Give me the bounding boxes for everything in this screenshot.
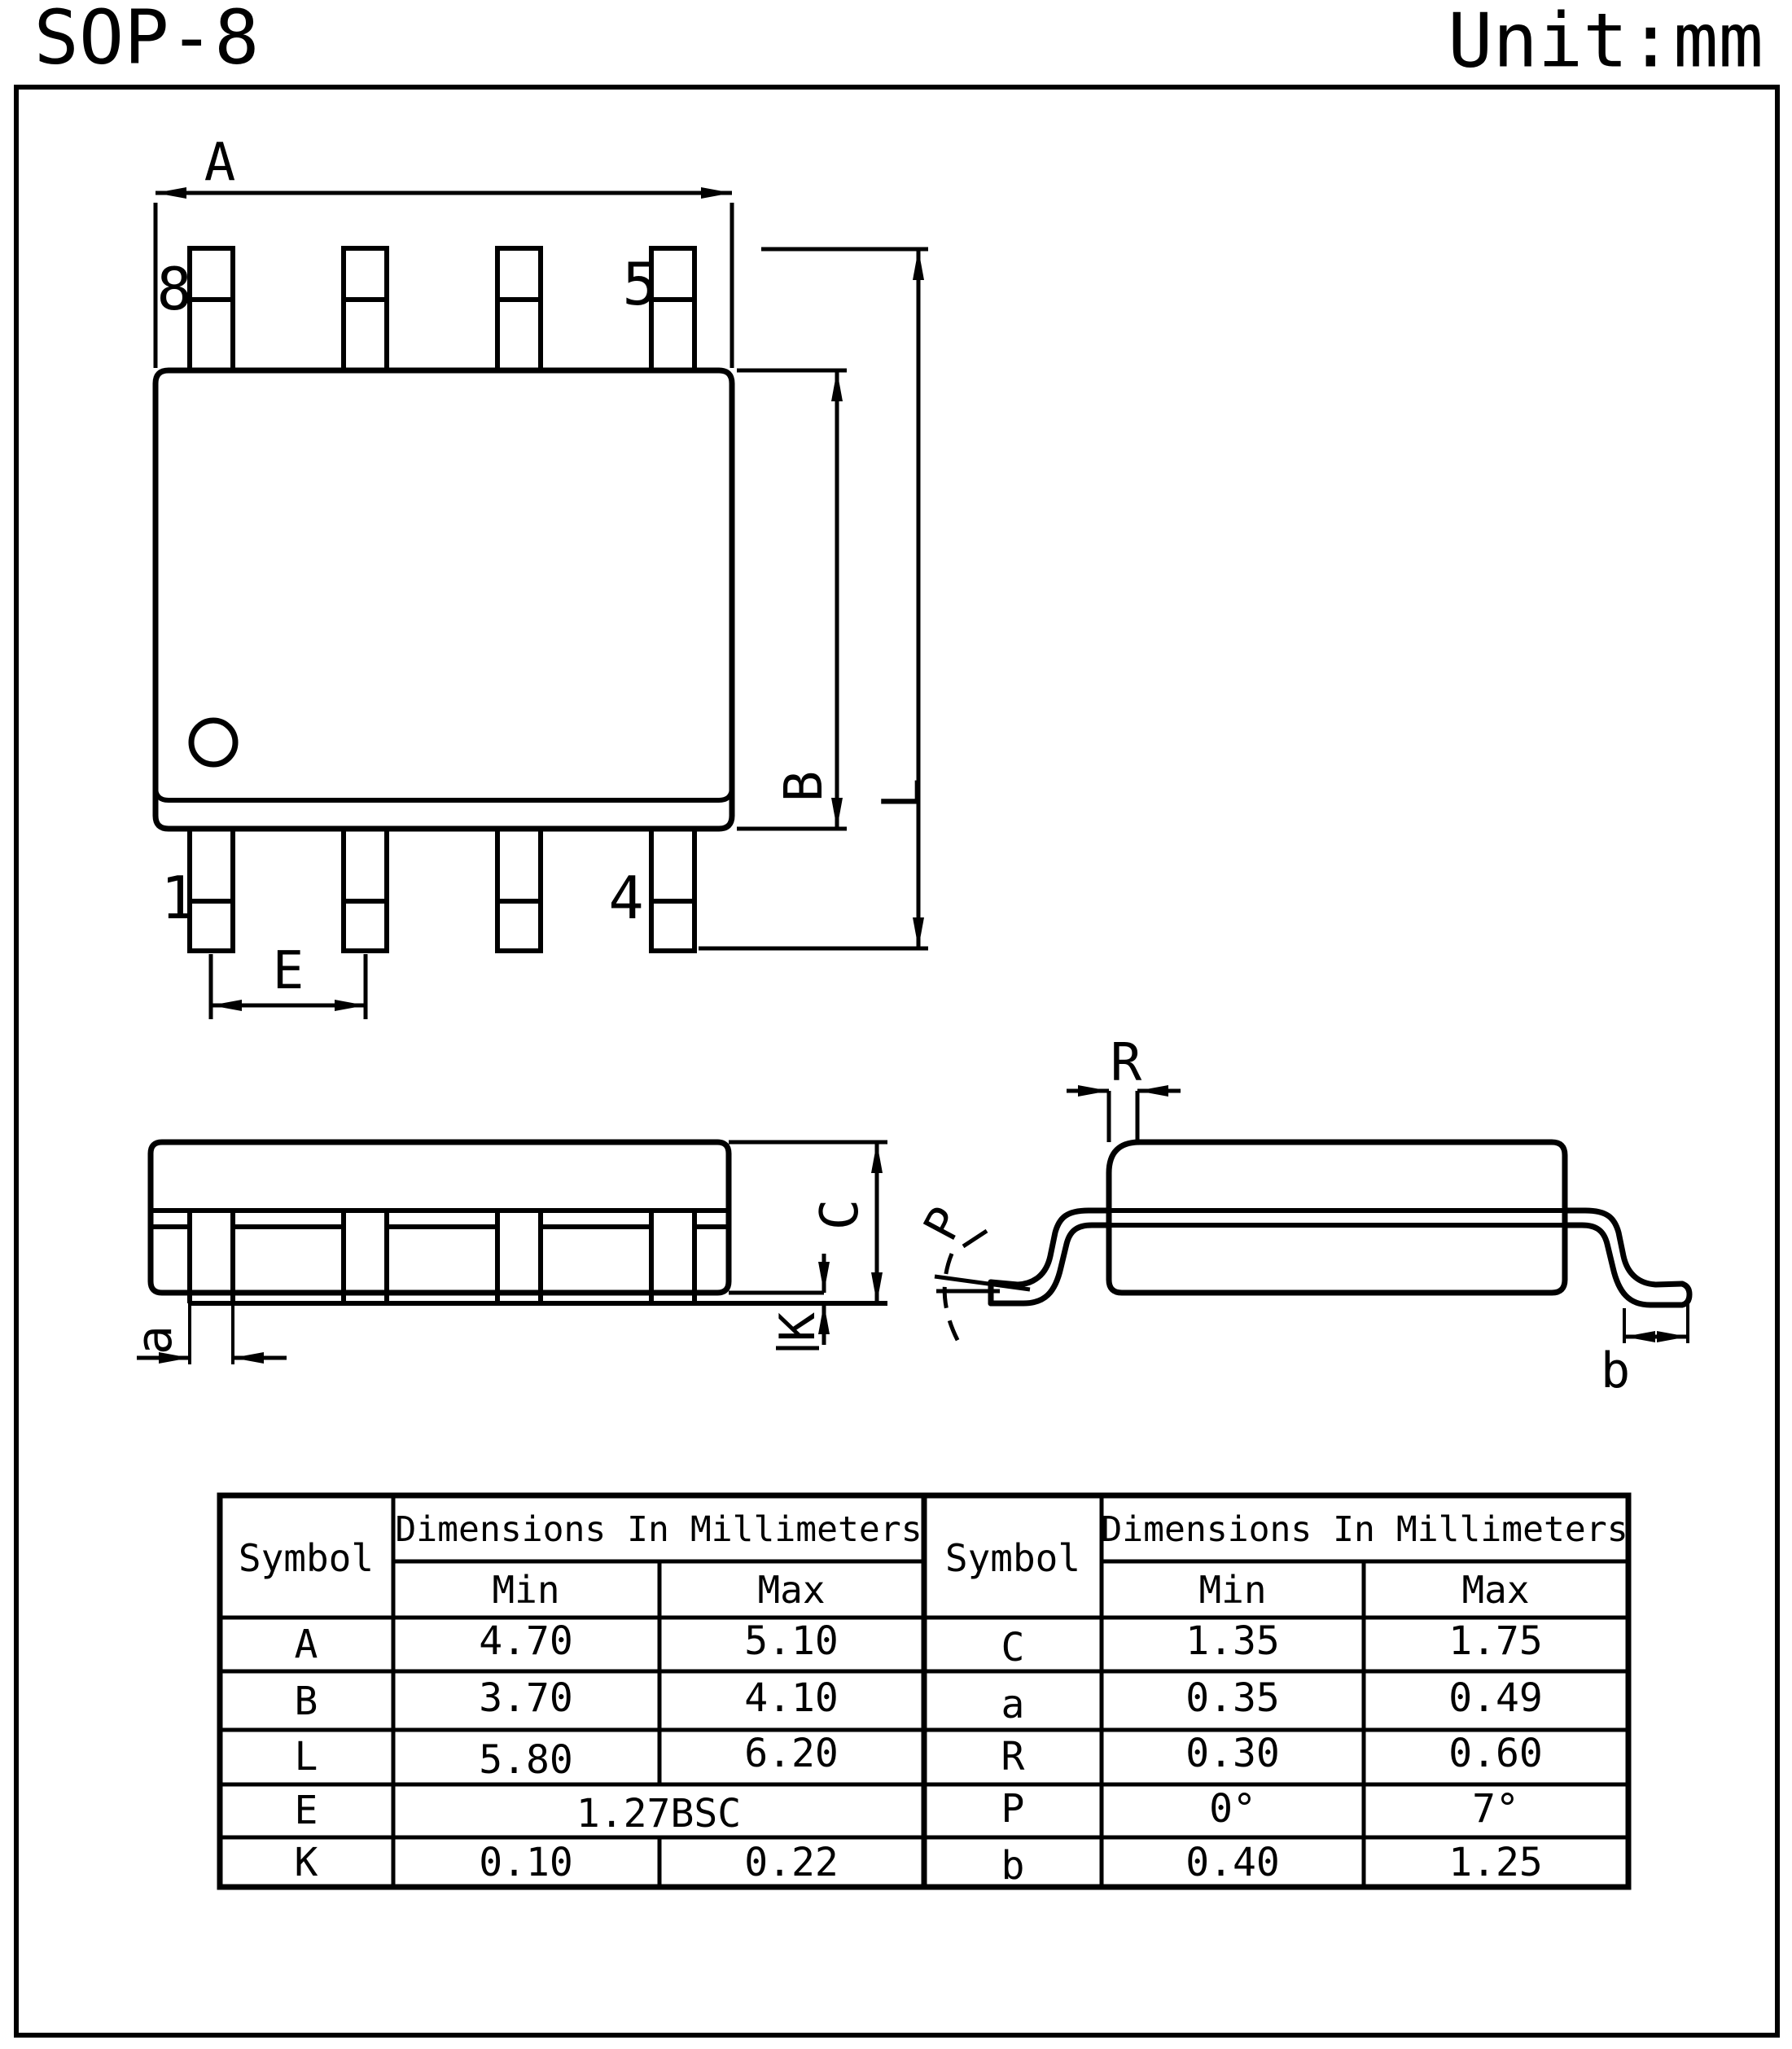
svg-text:K: K [294, 1840, 318, 1885]
dim-a-label: a [126, 1324, 183, 1355]
svg-text:1.75: 1.75 [1448, 1618, 1543, 1664]
svg-text:7°: 7° [1472, 1786, 1519, 1832]
svg-text:5.80: 5.80 [479, 1737, 573, 1783]
package-body-side-view [151, 1142, 729, 1293]
svg-text:C: C [1001, 1625, 1025, 1670]
svg-text:0.60: 0.60 [1448, 1731, 1543, 1776]
unit-label: Unit:mm [1448, 0, 1764, 85]
svg-text:A: A [294, 1622, 318, 1667]
dim-E-label: E [272, 941, 305, 1001]
dim-R [1067, 1033, 1181, 1143]
dim-K-label: K [769, 1311, 826, 1342]
svg-text:a: a [1001, 1682, 1025, 1727]
table-row [1001, 1731, 1543, 1780]
dim-L-label: L [872, 777, 932, 810]
svg-text:1.25: 1.25 [1448, 1840, 1543, 1885]
dim-B [737, 370, 847, 829]
end-view [913, 1033, 1689, 1399]
pin8-label: 8 [156, 255, 192, 323]
pin4-label: 4 [608, 864, 644, 932]
dim-A-label: A [204, 133, 236, 193]
dim-C-label: C [810, 1198, 870, 1231]
dimension-table [220, 1495, 1628, 1889]
dim-b-label: b [1600, 1342, 1631, 1399]
dim-b [1601, 1300, 1688, 1399]
table-row [1001, 1675, 1543, 1727]
top-pins [190, 248, 694, 373]
left-symbol-header: Symbol [238, 1536, 375, 1580]
right-lead [1565, 1211, 1689, 1305]
svg-text:3.70: 3.70 [479, 1675, 573, 1721]
table-row [1001, 1786, 1519, 1832]
left-max-header: Max [757, 1568, 826, 1612]
page-title: SOP-8 [33, 0, 260, 81]
dim-C [810, 1142, 883, 1303]
table-row [295, 1675, 839, 1724]
dim-P-label: P [912, 1197, 975, 1250]
pin5-label: 5 [622, 250, 658, 318]
svg-text:R: R [1001, 1734, 1025, 1780]
svg-text:0.35: 0.35 [1185, 1675, 1280, 1721]
right-dims-header: Dimensions In Millimeters [1101, 1509, 1628, 1550]
dim-R-label: R [1110, 1033, 1142, 1093]
left-dims-header: Dimensions In Millimeters [395, 1509, 922, 1550]
svg-text:1.35: 1.35 [1185, 1618, 1280, 1664]
svg-text:0.40: 0.40 [1185, 1840, 1280, 1885]
table-row [1001, 1840, 1543, 1889]
table-row [295, 1788, 742, 1837]
dim-B-label: B [774, 770, 835, 803]
left-min-header: Min [492, 1568, 560, 1612]
pin1-label: 1 [160, 864, 196, 932]
svg-text:0°: 0° [1209, 1786, 1256, 1832]
table-row [295, 1731, 839, 1783]
svg-text:E: E [294, 1788, 318, 1833]
right-max-header: Max [1461, 1568, 1530, 1612]
table-row [295, 1618, 839, 1667]
package-body-end-view [1109, 1142, 1565, 1293]
merged-value: 1.27BSC [576, 1791, 742, 1837]
svg-text:b: b [1001, 1843, 1025, 1889]
svg-text:5.10: 5.10 [744, 1618, 839, 1664]
dim-a [126, 1303, 287, 1364]
right-min-header: Min [1198, 1568, 1267, 1612]
svg-text:4.10: 4.10 [744, 1675, 839, 1721]
package-body-top-view [156, 370, 732, 829]
table-row [1001, 1618, 1543, 1670]
svg-text:P: P [1001, 1786, 1025, 1832]
top-view [156, 133, 932, 1019]
svg-text:4.70: 4.70 [479, 1618, 573, 1664]
svg-text:0.22: 0.22 [744, 1840, 839, 1885]
side-view [126, 1142, 887, 1364]
dim-P [913, 1198, 1030, 1342]
table-row [295, 1840, 839, 1885]
svg-text:B: B [294, 1679, 318, 1724]
svg-text:L: L [294, 1734, 318, 1780]
svg-text:0.30: 0.30 [1185, 1731, 1280, 1776]
svg-text:0.49: 0.49 [1448, 1675, 1543, 1721]
svg-text:0.10: 0.10 [479, 1840, 573, 1885]
svg-text:6.20: 6.20 [744, 1731, 839, 1776]
left-lead [991, 1211, 1109, 1303]
right-symbol-header: Symbol [944, 1536, 1081, 1580]
